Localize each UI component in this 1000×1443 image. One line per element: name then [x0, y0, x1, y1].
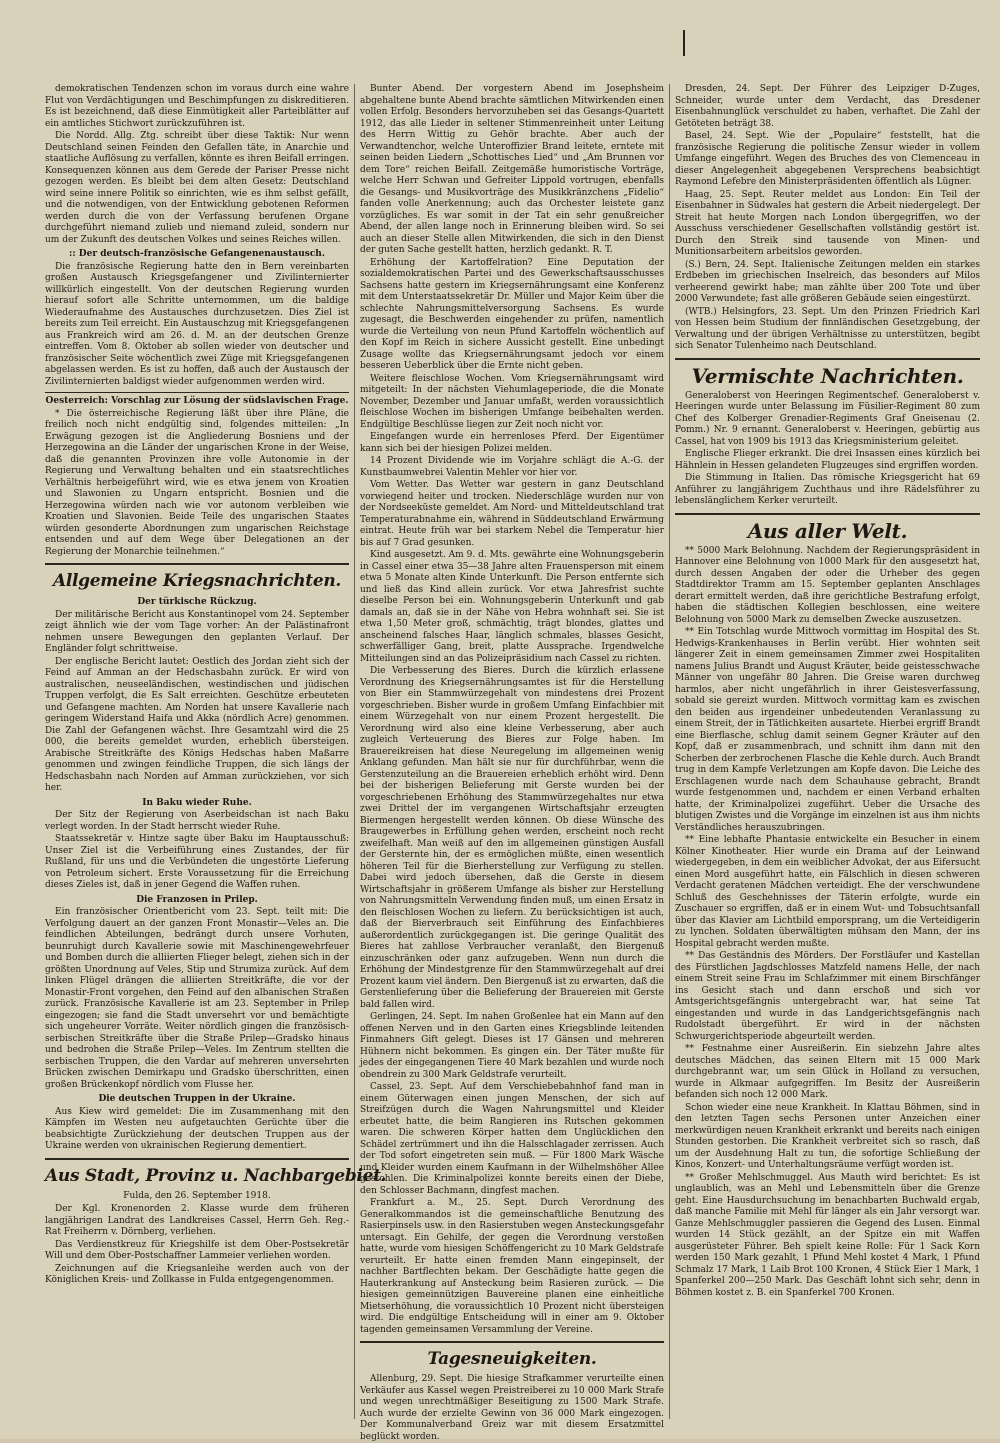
paragraph: Allenburg, 29. Sept. Die hiesige Strafkammer verurteilte einen Verkäufer aus Kassel wegen Preistreiberei zu 10 000 Mark Strafe und wegen unrechtmäßiger Beseitigung zu 1500 Mark Strafe. Auch wurde der erzielte Gewinn von 36 000 Mark eingezogen. Der Kommunalverband Greiz war mit diesem Ersatzmittel beglückt worden. — [360, 1374, 664, 1442]
columns — [40, 84, 986, 1442]
paragraph: Kind ausgesetzt. Am 9. d. Mts. gewährte eine Wohnungsgeberin in Cassel einer etwa 35—38 Jahre alten Frauensperson mit einem etwa 5 Monate alten Kinde Unterkunft. Die Person entfernte sich und ließ das Kind allein zurück. Vor etwa Jahresfrist suchte dieselbe Person bei ein. Wohnungsgeberin Unterkunft und gab damals an, daß sie in der Nähe von Hebra wohnhaft sei. Sie ist etwa 1,50 Meter groß, schmächtig, trägt blondes, glattes und anscheinend falsches Haar, länglich schmales, blasses Gesicht, schwerfälliger Gang, breit, platte Aussprache. Irgendwelche Mitteilungen sind an das Polizeipräsidium nach Cassel zu richten. — [360, 550, 664, 664]
paragraph: ** Eine lebhafte Phantasie entwickelte ein Besucher in einem Kölner Kinotheater. Hier wurde ein Drama auf der Leinwand wiedergegeben, in dem ein weiblicher Advokat, der aus Eifersucht einen Mord ausgeführt hatte, ein Fälschlich in diesen schweren Verdacht geratenen Mädchen verteidigt. Ehe der verschwundene Schluß des Geschehnisses der Täterin erfolgte, wurde ein Zuschauer so ergriffen, daß er in einem Wut- und Tobsuchtsanfall über das Klavier am Lichtbild emporsprang, um die Verteidigerin zu lynchen. Soldaten überwältigten mühsam den Mann, der ins Hospital gebracht werden mußte. — [675, 835, 980, 949]
section-heading: Aus aller Welt. — [747, 518, 908, 543]
paragraph: Frankfurt a. M., 25. Sept. Durch Verordnung des Generalkommandos ist die gemeinschaftliche Benutzung des Rasierpinsels usw. in den Rasierstuben wegen Ansteckungsgefahr untersagt. Ein Gehilfe, der gegen die Verordnung verstoßen hatte, wurde vom hiesigen Schöffengericht zu 10 Mark Geldstrafe verurteilt. Er hatte einen fremden Mann eingepinselt, der nachher Bartflechten bekam. Der Geschädigte hatte gegen die Hauterkrankung auf Ansteckung beim Rasieren zurück. — Die hiesigen gemeinnützigen Bauvereine planen eine einheitliche Mietserhöhung, die voraussichtlich 10 Prozent nicht übersteigen wird. Die endgültige Entscheidung will in einer am 9. Oktober tagenden gemeinsamen Versammlung der Vereine. — [360, 1198, 664, 1335]
section-title: In Baku wieder Ruhe. — [142, 797, 252, 808]
paragraph: (WTB.) Helsingfors, 23. Sept. Um den Prinzen Friedrich Karl von Hessen beim Studium der finnländischen Gesetzgebung, der Verwaltung und der übrigen Verhältnisse zu unterstützen, begibt sich Senator Tulenheimo nach Deutschland. — [675, 306, 980, 351]
page-crease — [683, 30, 685, 56]
paragraph: Der Kgl. Kronenorden 2. Klasse wurde dem früheren langjährigen Landrat des Landkreises Cassel, Herrn Geh. Reg.-Rat Freiherrn v. Dörnberg, verliehen. — [45, 1204, 349, 1237]
paragraph: Bunter Abend. Der vorgestern Abend im Josephsheim abgehaltene bunte Abend brachte sämtlichen Mitwirkenden einen vollen Erfolg. Besonders hervorzuheben sei das Gesangs-Quartett 1912, das alle Lieder in seltener Stimmenreinheit unter Leitung des Herrn Wittig zu Gehör brachte. Aber auch der Verwandtenchor, welche Unteroffizier Brand leitete, erntete mit seinen beiden Liedern „Schottisches Lied“ und „Am Brunnen vor dem Tore“ reichen Beifall. Zeitgemäße humoristische Vorträge, welche Herr Schwan und Gefreiter Lippold vortrugen, ebenfalls die Gesangs- und Musikvorträge des Musikkränzchens „Fidelio“ fanden volle Anerkennung; auch das Orchester leistete ganz vorzügliches. Es war somit in der Tat ein sehr genußreicher Abend, der allen lange noch in Erinnerung bleiben wird. So sei auch an dieser Stelle allen Mitwirkenden, die sich in den Dienst der guten Sache gestellt hatten, herzlich gedankt. R. T. — [360, 84, 664, 255]
paragraph: Cassel, 23. Sept. Auf dem Verschiebebahnhof fand man in einem Güterwagen einen jungen Menschen, der sich auf Streifzügen durch die Wagen Nahrungsmittel und Kleider erbeutet hatte, die beim Rangieren ins Rutschen gekommen waren. Die schweren Körper hatten dem Unglücklichen den Schädel zertrümmert und ihn die Halsschlagader zerrissen. Auch der Tod sofort eingetreten sein muß. — Für 1800 Mark Wäsche und Kleider wurden einem Kaufmann in der Wilhelmshöher Allee gestohlen. Die Kriminalpolizei konnte bereits einen der Diebe, den Schlosser Bachmann, dingfest machen. — [360, 1082, 664, 1196]
paragraph: Die französische Regierung hatte den in Bern vereinbarten großen Austausch Kriegsgefangener und Zivilinternierter willkürlich eingestellt. Von der deutschen Regierung wurden hierauf sofort alle Schritte unternommen, um die baldige Wiederaufnahme des Austausches durchzusetzen. Dies Ziel ist bereits zum Teil erreicht. Ein Austauschzug mit Kriegsgefangenen aus Frankreich wird am 26. d. M. an der deutschen Grenze eintreffen. Vom 8. Oktober ab sollen wieder von deutscher und französischer Seite wöchentlich zwei Züge mit Kriegsgefangenen abgelassen werden. Es ist zu hoffen, daß auch der Austausch der Zivilinternierten baldigst wieder aufgenommen werden wird. — [45, 261, 349, 387]
paragraph: Der Sitz der Regierung von Aserbeidschan ist nach Baku verlegt worden. In der Stadt herrscht wieder Ruhe. — [45, 810, 349, 832]
paragraph: Schon wieder eine neue Krankheit. In Klattau Böhmen, sind in den letzten Tagen sechs Personen unter Anzeichen einer merkwürdigen neuen Krankheit erkrankt und bereits nach einigen Stunden gestorben. Die Krankheit verbreitet sich so rasch, daß um der Ausdehnung Halt zu tun, die sofortige Schließung der Kinos, Konzert- und Unterhaltungsräume verfügt worden ist. — [675, 1102, 980, 1170]
paragraph: Eingefangen wurde ein herrenloses Pferd. Der Eigentümer kann sich bei der hiesigen Polizei melden. — [360, 432, 664, 454]
paragraph: Staatssekretär v. Hintze sagte über Baku im Hauptausschuß: Unser Ziel ist die Verbeiführung eines Zustandes, der für Rußland, für uns und die Verbündeten die ungestörte Lieferung von Petroleum sichert. Erste Voraussetzung für die Erreichung dieses Zieles ist, daß in jener Gegend die Waffen ruhen. — [45, 834, 349, 890]
paragraph: Aus Kiew wird gemeldet: Die im Zusammenhang mit den Kämpfen im Westen neu aufgetauchten Gerüchte über die beabsichtigte Zurückziehung der deutschen Truppen aus der Ukraine werden von ukrainischen Regierung dementiert. — [45, 1106, 349, 1151]
paragraph: Der militärische Bericht aus Konstantinopel vom 24. September zeigt ähnlich wie der vom Tage vorher: An der Palästinafront nehmen unsere Bewegungen den geplanten Verlauf. Der Engländer folgt schrittweise. — [45, 609, 349, 654]
paragraph: Ein französischer Orientbericht vom 23. Sept. teilt mit: Die Verfolgung dauert an der ganzen Front Monastir—Veles an. Die feindlichen Abteilungen, bedrängt durch unsere Vorhuten, beunruhigt durch Kavallerie sowie mit Maschinengewehrfeuer und Bomben durch die alliierten Flieger belegt, ziehen sich in der größten Unordnung auf Veles, Stip und Strumiza zurück. Auf dem linken Flügel drängen die alliierten Streitkräfte, die vor der Monastir-Front vorgehen, den Feind auf den albanischen Straßen zurück. Französische Kavallerie ist am 23. September in Prilep eingezogen; sie fand die Stadt unversehrt vor und bemächtigte sich ungeheurer Vorräte. Weiter nördlich gingen die französisch-serbischen Streitkräfte über die Straße Prilep—Gradsko hinaus und bedrohen die Straße Prilep—Veles. Im Zentrum stellten die serbischen Truppen, die den Vardar auf mehreren unversehrten Brücken zwischen Demirkapu und Gradsko überschritten, einen großen Brückenkopf nördlich vom Flusse her. — [45, 907, 349, 1090]
divider — [45, 392, 349, 393]
paragraph: Englische Flieger erkrankt. Die drei Insassen eines kürzlich bei Hähnlein in Hessen gelandeten Flugzeuges sind ergriffen worden. — [675, 449, 980, 471]
section-heading: Vermischte Nachrichten. — [691, 363, 964, 388]
section-title: Oesterreich: Vorschlag zur Lösung der südslavischen Frage. — [45, 396, 349, 406]
paragraph: Der englische Bericht lautet: Oestlich des Jordan zieht sich der Feind auf Amman an der Hedschasbahn zurück. Er wird von australischen, neuseeländischen, westindischen und jüdischen Truppen verfolgt, die Es Salt erreichten. Geschütze erbeuteten und Gefangene machten. Am Norden hat unsere Kavallerie nach geringem Widerstand Haifa und Akka (nördlich Acre) genommen. Die Zahl der Gefangenen wächst. Ihre Gesamtzahl wird die 25 000, die bereits gemeldet wurden, erheblich übersteigen. Arabische Streitkräfte des Königs Hedschas haben Maßarre genommen und zwingen feindliche Truppen, die sich längs der Hedschasbahn nach Norden auf Amman zurückziehen, vor sich her. — [45, 656, 349, 793]
section-heading: Aus Stadt, Provinz u. Nachbargebiet. — [45, 1165, 387, 1186]
section-heading: Allgemeine Kriegsnachrichten. — [52, 571, 342, 591]
paragraph: ** Ein Totschlag wurde Mittwoch vormittag im Hospital des St. Hedwigs-Krankenhauses in Berlin verübt. Hier wohnten seit längerer Zeit in einem gemeinsamen Zimmer zwei Hospitaliten namens Julius Brandt und August Kräuter, beide geistesschwache Männer von ungefähr 80 Jahren. Die Greise waren durchweg harmlos, aber nicht ungefährlich in ihrer Geistesverfassung, sobald sie gereizt wurden. Mittwoch vormittag kam es zwischen den beiden aus irgendeiner unbedeutenden Veranlassung zu einem Streit, der in Tätlichkeiten ausartete. Hierbei ergriff Brandt eine Bierflasche, schlug damit seinem Gegner Kräuter auf den Kopf, daß er zusammenbrach, und schnitt ihm dann mit den Scherben der zerbrochenen Flasche die Kehle durch. Auch Brandt trug in dem Kampfe Verletzungen am Kopfe davon. Die Leiche des Erschlagenen wurde nach dem Schauhause gebracht, Brandt wurde festgenommen und, nachdem er einen Verband erhalten hatte, der Kriminalpolizei zugeführt. Ueber die Ursache des blutigen Zwistes und die Vorgänge im einzelnen ist aus ihm nichts Verständliches herauszubringen. — [675, 627, 980, 833]
paragraph: (S.) Bern, 24. Sept. Italienische Zeitungen melden ein starkes Erdbeben im griechischen Inselreich, das besonders auf Milos verheerend gewirkt habe; man zählte über 200 Tote und über 2000 Verwundete; fast alle größeren Gebäude seien eingestürzt. — [675, 259, 980, 304]
paragraph: Zeichnungen auf die Kriegsanleihe werden auch von der Königlichen Kreis- und Zollkasse in Fulda entgegengenommen. — [45, 1263, 349, 1285]
paragraph: Dresden, 24. Sept. Der Führer des Leipziger D-Zuges, Schneider, wurde unter dem Verdacht, das Dresdener Eisenbahnunglück verschuldet zu haben, verhaftet. Die Zahl der Getöteten beträgt 38. — [675, 84, 980, 129]
divider — [45, 563, 349, 565]
paragraph: Generaloberst von Heeringen Regimentschef. Generaloberst v. Heeringen wurde unter Belassung im Füsilier-Regiment 80 zum Chef des Kolberger Grenadier-Regiments Graf Gneisenau (2. Pomm.) Nr. 9 ernannt. Generaloberst v. Heeringen, gebürtig aus Cassel, hat von 1909 bis 1913 das Kriegsministerium geleitet. — [675, 390, 980, 447]
paragraph: Basel, 24. Sept. Wie der „Populaire“ feststellt, hat die französische Regierung die politische Zensur wieder in vollem Umfange eingeführt. Wegen des Bruches des von Clemenceau in dieser Angelegenheit abgegebenen Versprechens beabsichtigt Raymond Lefebre den Ministerpräsidenten öffentlich als Lügner. — [675, 131, 980, 187]
paragraph: Die Stimmung in Italien. Das römische Kriegsgericht hat 69 Anführer zu langjährigem Zuchthaus und ihre Rädelsführer zu lebenslänglichem Kerker verurteilt. — [675, 473, 980, 506]
divider — [675, 513, 980, 515]
paragraph: demokratischen Tendenzen schon im voraus durch eine wahre Flut von Verdächtigungen und Beschimpfungen zu diskreditieren. Es ist bezeichnend, daß diese Einmütigkeit aller Parteiblätter auf ein amtliches Stichwort zurückzuführen ist. — [45, 84, 349, 129]
divider — [675, 358, 980, 360]
paragraph: Die Nordd. Allg. Ztg. schreibt über diese Taktik: Nur wenn Deutschland seinen Feinden den Gefallen täte, in Anarchie und staatliche Auflösung zu verfallen, könnte es ihren Beifall erringen. Konsequenzen können aus dem Gerede der Pariser Presse nicht gezogen werden. Es bleibt bei dem alten Gesetz: Deutschland wird seine innere Politik so einrichten, wie es ihm selbst gefällt, und die notwendigen, von der Entwicklung gebotenen Reformen werden durch die von der Verfassung berufenen Organe durchgeführt niemand zulieb und niemand zuleid, sondern nur um der Zukunft des deutschen Volkes und seines Reiches willen. — [45, 131, 349, 245]
section-heading: Tagesneuigkeiten. — [427, 1349, 597, 1369]
paragraph: 14 Prozent Dividende wie im Vorjahre schlägt die A.-G. der Kunstbaumwebrei Valentin Mehler vor hier vor. — [360, 456, 664, 478]
paragraph: Weitere fleischlose Wochen. Vom Kriegsernährungsamt wird mitgeteilt: In der nächsten Viehumlageperiode, die die Monate November, Dezember und Januar umfaßt, werden voraussichtlich fleischlose Wochen im bisherigen Umfange beibehalten werden. Endgültige Beschlüsse liegen zur Zeit noch nicht vor. — [360, 373, 664, 430]
paragraph: ** Das Geständnis des Mörders. Der Forstläufer und Kastellan des Fürstlichen Jagdschlosses Matzfeld namens Helle, der nach einem Streit seine Frau im Schlafzimmer mit einem Birschfänger ins Gesicht stach und dann erschoß und sich vor Amtsgerichtsgefängnis untergebracht war, hat seine Tat eingestanden und wurde in das Landgerichtsgefängnis nach Rudolstadt übergeführt. Er wird in der nächsten Schwurgerichtsperiode abgeurteilt werden. — [675, 951, 980, 1042]
column-2 — [355, 84, 670, 1442]
paragraph: Vom Wetter. Das Wetter war gestern in ganz Deutschland vorwiegend heiter und trocken. Niederschläge wurden nur von der Nordseeküste gemeldet. Am Nord- und Mitteldeutschland trat Temperaturabnahme ein, während in Süddeutschland Erwärmung eintrat. Heute früh war bei starkem Nebel die Temperatur hier bis auf 7 Grad gesunken. — [360, 480, 664, 548]
section-title: :: Der deutsch-französische Gefangenenaustausch. — [69, 249, 325, 259]
paragraph: Erhöhung der Kartoffelration? Eine Deputation der sozialdemokratischen Partei und des Gewerkschaftsausschusses Sachsens hatte gestern im Kriegsernährungsamt eine Konferenz mit dem Unterstaatssekretär Dr. Müller und Major Keim über die schlechte Nahrungsmittelversorgung Sachsens. Es wurde zugesagt, die Beschwerden eingehender zu prüfen, namentlich wurde die Verteilung von neun Pfund Kartoffeln wöchentlich auf den Kopf im Reich in sichere Aussicht gestellt. Eine unbedingt Zusage wollte das Kriegsernährungsamt jedoch vor einem besseren Ueberblick über die Ernte nicht geben. — [360, 257, 664, 371]
paragraph: * Die österreichische Regierung läßt über ihre Pläne, die freilich noch nicht endgültig sind, folgendes mitteilen: „In Erwägung gezogen ist die Angliederung Bosniens und der Herzegowina an die Länder der ungarischen Krone in der Weise, daß die genannten Provinzen ihre volle Autonomie in der Regierung und Verwaltung behalten und ein staatsrechtliches Verhältnis herbeigeführt wird, wie es etwa jenem von Kroatien und Slawonien zu Ungarn entspricht. Bosnien und die Herzegowina würden nach wie vor autonom verbleiben wie Kroatien und Slavonien. Beide Teile des ungarischen Staates würden gesonderte Abordnungen zum ungarischen Reichstage entsenden und auf dem Wege über Delegationen an der Regierung der Monarchie teilnehmen.“ — [45, 408, 349, 557]
paragraph: Das Verdienstkreuz für Kriegshilfe ist dem Ober-Postsekretär Will und dem Ober-Postschaffner Lammeier verliehen worden. — [45, 1239, 349, 1261]
dateline: Fulda, den 26. September 1918. — [123, 1190, 271, 1201]
paragraph: ** 5000 Mark Belohnung. Nachdem der Regierungspräsident in Hannover eine Belohnung von 1000 Mark für den ausgesetzt hat, durch dessen Angaben der oder die Urheber des gegen Stadtdirektor Tramm am 15. September geplanten Anschlages derart ermittelt werden, daß ihre gerichtliche Bestrafung erfolgt, haben die städtischen Kollegien beschlossen, eine weitere Belohnung von 5000 Mark zu demselben Zwecke auszusetzen. — [675, 545, 980, 625]
paragraph: Die Verbesserung des Bieres. Durch die kürzlich erlassene Verordnung des Kriegsernährungsamtes ist für die Herstellung von Bier ein Stammwürzegehalt von mindestens drei Prozent vorgeschrieben. Bisher wurde in großem Umfang Einfachbier mit einem Würzegehalt von nur einem Prozent hergestellt. Die Verordnung wird also eine kleine Verbesserung, aber auch zugleich Verteuerung des Bieres zur Folge haben. Im Brauereikreisen hat diese Neuregelung im allgemeinen wenig Anklang gefunden. Man hält sie nur für durchführbar, wenn die Gerstenzuteilung an die Brauereien erheblich erhöht wird. Denn bei der bisherigen Belieferung mit Gerste wurden bei der vorgeschriebenen Erhöhung des Stammwürzegehaltes nur etwa zwei Drittel der im vergangenen Wirtschaftsjahr erzeugten Biermengen hergestellt werden können. Ob diese Wünsche des Braugewerbes in Erfüllung gehen werden, erscheint noch recht zweifelhaft. Man weiß auf den im allgemeinen günstigen Ausfall der Gersternte hin, der es ermöglichen müßte, einen wesentlich höheren Teil für die Bierherstellung zur Verfügung zu stellen. Dabei wird jedoch übersehen, daß die Gerste in diesem Wirtschaftsjahr in größerem Umfange als bisher zur Herstellung von Nahrungsmitteln Verwendung finden muß, um einen Ersatz in den fleischlosen Wochen zu liefern. Zu berücksichtigen ist auch, daß der Bierverbrauch seit Einführung des Einfachbieres außerordentlich zurückgegangen ist. Die geringe Qualität des Bieres hat zahllose Verbraucher veranlaßt, den Biergenuß einzuschränken oder ganz aufzugeben. Wenn nun durch die Erhöhung der Mindestgrenze für den Stammwürzegehalt auf drei Prozent kaum viel ändern. Den Biergenuß ist zu erwarten, daß die Gerstenlieferung über die Belieferung der Brauereien mit Gerste bald fallen wird. — [360, 666, 664, 1010]
divider — [45, 1158, 349, 1160]
paragraph: Gerlingen, 24. Sept. Im nahen Großenlee hat ein Mann auf den offenen Nerven und in den Garten eines Kriegsblinde leitenden Finmahners Gift gelegt. Dieses ist 17 Gänsen und mehreren Hühnern nicht bekommen. Es gingen ein. Der Täter mußte für jedes der eingegangenen Tiere 40 Mark bezahlen und wurde noch obendrein zu 300 Mark Geldstrafe verurteilt. — [360, 1012, 664, 1080]
column-1 — [40, 84, 387, 1419]
section-title: Die Franzosen in Prilep. — [136, 894, 258, 905]
divider — [360, 1341, 664, 1343]
section-title: Der türkische Rückzug. — [137, 597, 257, 607]
paragraph: Haag, 25. Sept. Reuter meldet aus London: Ein Teil der Eisenbahner in Südwales hat gestern die Arbeit niedergelegt. Der Streit hat heute Morgen nach London übergegriffen, wo der Ausschuss verschiedener Gesellschaften vollständig gestört ist. Durch den Streik sind tausende von Minen- und Munitionsarbeitern arbeitslos geworden. — [675, 189, 980, 257]
paragraph: ** Großer Mehlschmuggel. Aus Mauth wird berichtet: Es ist unglaublich, was an Mehl und Lebensmitteln über die Grenze geht. Eine Hausdurchsuchung im benachbarten Buchwald ergab, daß manche Familie mit Mehl für länger als ein Jahr versorgt war. Ganze Mehlschmuggler passieren die Gegend des Lusen. Einmal wurden 14 Stück gezählt, an der Spitze ein mit Waffen ausgerüsteter Führer. Beh spielt keine Rolle: Für 1 Sack Korn werden 150 Mark gezahlt, 1 Pfund Mehl kostet 4 Mark, 1 Pfund Schmalz 17 Mark, 1 Laib Brot 100 Kronen, 4 Stück Eier 1 Mark, 1 Spanferkel 200—250 Mark. Das Geschäft lohnt sich sehr, denn in Böhmen kostet z. B. ein Spanferkel 700 Kronen. — [675, 1172, 980, 1298]
column-3 — [670, 84, 985, 1419]
paragraph: ** Festnahme einer Ausreißerin. Ein siebzehn Jahre altes deutsches Mädchen, das seinen Eltern mit 15 000 Mark durchgebrannt war, um sein Glück in Holland zu versuchen, wurde in Alkmaar aufgegriffen. Im Besitz der Ausreißerin befanden sich noch 12 000 Mark. — [675, 1044, 980, 1100]
section-title: Die deutschen Truppen in der Ukraine. — [98, 1094, 296, 1104]
